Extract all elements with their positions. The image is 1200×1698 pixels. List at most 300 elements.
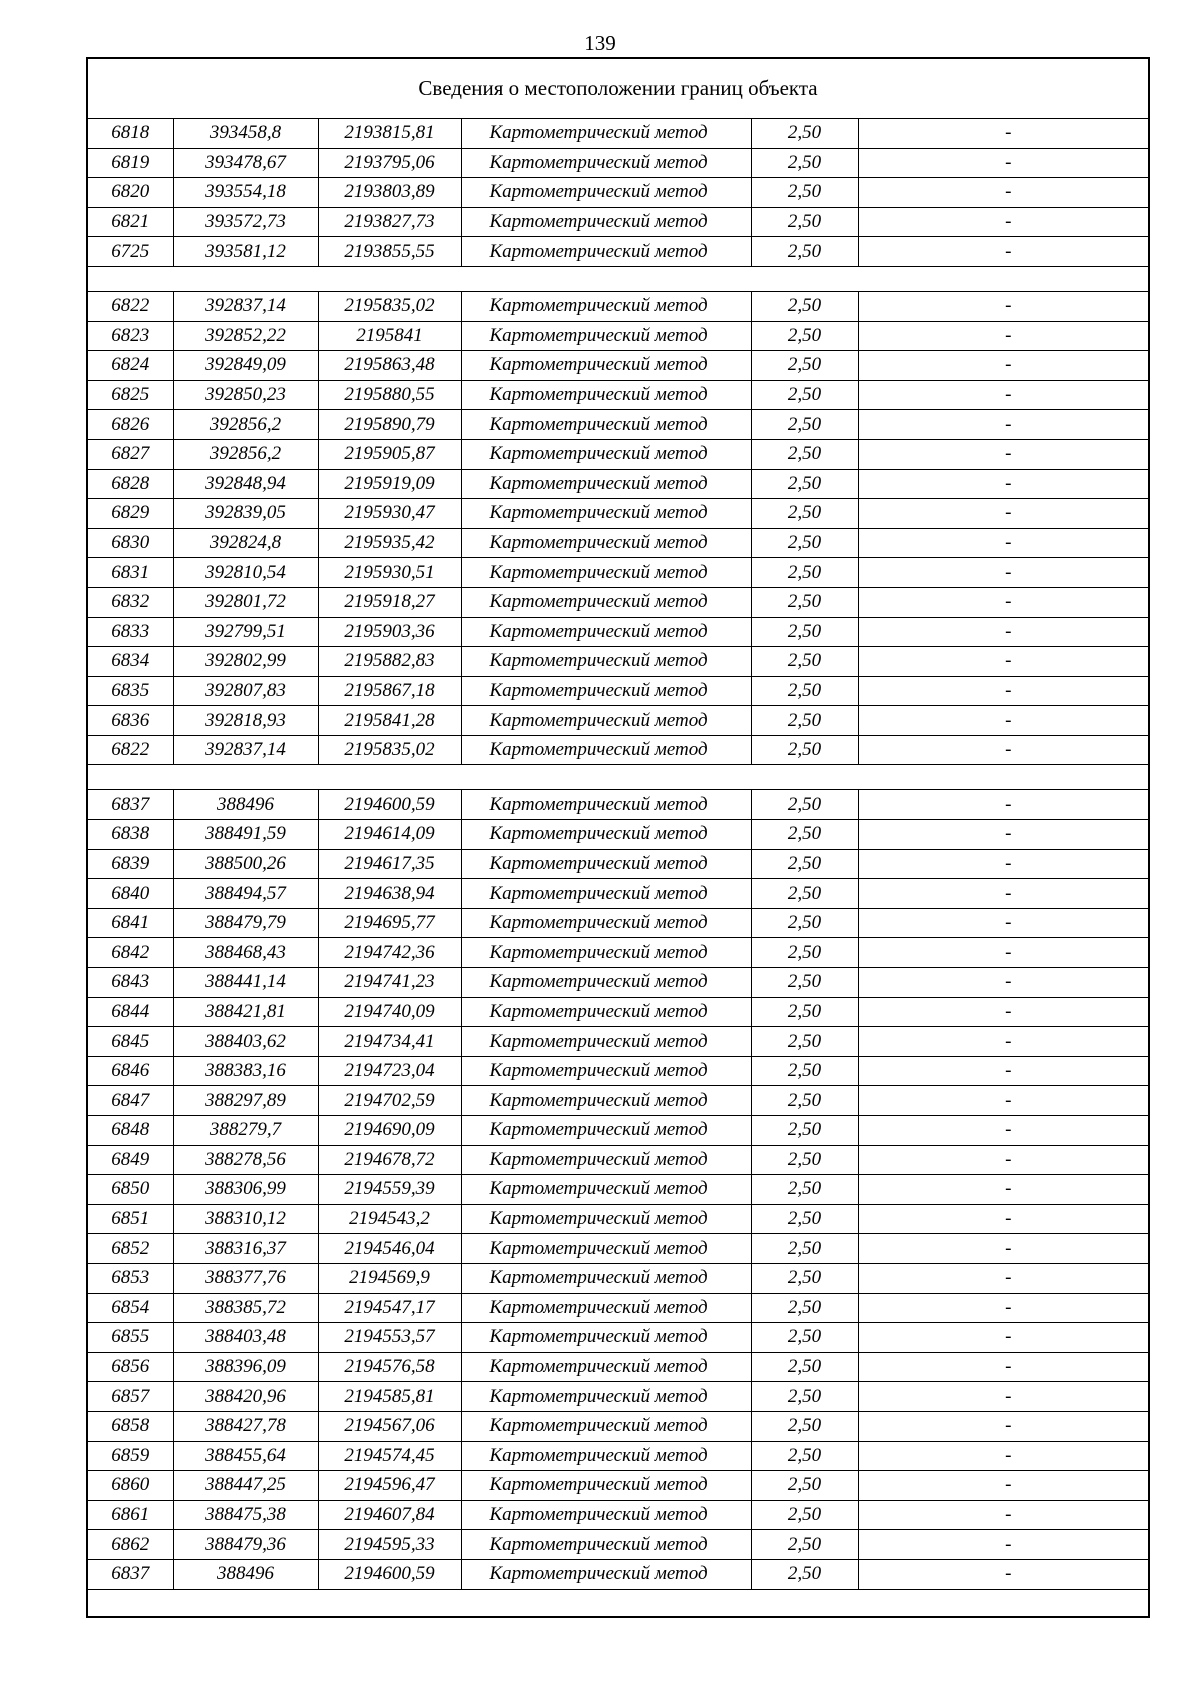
accuracy-cell: 2,50 <box>751 647 858 677</box>
table-row <box>87 1056 1149 1086</box>
method-cell: Картометрический метод <box>461 997 751 1027</box>
x-coordinate-cell: 388479,36 <box>173 1530 318 1560</box>
method-cell: Картометрический метод <box>461 587 751 617</box>
table-row <box>87 499 1149 529</box>
x-coordinate-cell: 388279,7 <box>173 1116 318 1146</box>
method-cell: Картометрический метод <box>461 968 751 998</box>
method-cell: Картометрический метод <box>461 1471 751 1501</box>
y-coordinate-cell: 2194576,58 <box>318 1352 461 1382</box>
table-row <box>87 119 1149 149</box>
table-row <box>87 676 1149 706</box>
method-cell: Картометрический метод <box>461 676 751 706</box>
point-number-cell: 6829 <box>87 499 173 529</box>
description-cell: - <box>858 1382 1149 1412</box>
boundary-coordinates-table <box>86 57 1150 1618</box>
table-row <box>87 178 1149 208</box>
description-cell: - <box>858 1116 1149 1146</box>
x-coordinate-cell: 392801,72 <box>173 587 318 617</box>
point-number-cell: 6859 <box>87 1441 173 1471</box>
method-cell: Картометрический метод <box>461 380 751 410</box>
table-row <box>87 410 1149 440</box>
accuracy-cell: 2,50 <box>751 291 858 321</box>
y-coordinate-cell: 2195935,42 <box>318 528 461 558</box>
method-cell: Картометрический метод <box>461 321 751 351</box>
x-coordinate-cell: 388403,62 <box>173 1027 318 1057</box>
table-row <box>87 528 1149 558</box>
x-coordinate-cell: 388278,56 <box>173 1145 318 1175</box>
accuracy-cell: 2,50 <box>751 1471 858 1501</box>
method-cell: Картометрический метод <box>461 1530 751 1560</box>
point-number-cell: 6832 <box>87 587 173 617</box>
point-number-cell: 6828 <box>87 469 173 499</box>
table-row <box>87 291 1149 321</box>
x-coordinate-cell: 388396,09 <box>173 1352 318 1382</box>
table-row <box>87 1530 1149 1560</box>
accuracy-cell: 2,50 <box>751 1116 858 1146</box>
point-number-cell: 6844 <box>87 997 173 1027</box>
description-cell: - <box>858 119 1149 149</box>
description-cell: - <box>858 558 1149 588</box>
point-number-cell: 6834 <box>87 647 173 677</box>
y-coordinate-cell: 2194690,09 <box>318 1116 461 1146</box>
accuracy-cell: 2,50 <box>751 1175 858 1205</box>
description-cell: - <box>858 1411 1149 1441</box>
description-cell: - <box>858 1234 1149 1264</box>
method-cell: Картометрический метод <box>461 558 751 588</box>
table-row <box>87 1175 1149 1205</box>
description-cell: - <box>858 1559 1149 1589</box>
method-cell: Картометрический метод <box>461 1263 751 1293</box>
description-cell: - <box>858 1471 1149 1501</box>
description-cell: - <box>858 1204 1149 1234</box>
accuracy-cell: 2,50 <box>751 1234 858 1264</box>
point-number-cell: 6827 <box>87 439 173 469</box>
accuracy-cell: 2,50 <box>751 1411 858 1441</box>
table-row <box>87 558 1149 588</box>
description-cell: - <box>858 938 1149 968</box>
description-cell: - <box>858 1352 1149 1382</box>
description-cell: - <box>858 849 1149 879</box>
accuracy-cell: 2,50 <box>751 1056 858 1086</box>
method-cell: Картометрический метод <box>461 528 751 558</box>
accuracy-cell: 2,50 <box>751 439 858 469</box>
table-row <box>87 1145 1149 1175</box>
method-cell: Картометрический метод <box>461 790 751 820</box>
method-cell: Картометрический метод <box>461 617 751 647</box>
accuracy-cell: 2,50 <box>751 1500 858 1530</box>
description-cell: - <box>858 148 1149 178</box>
x-coordinate-cell: 388421,81 <box>173 997 318 1027</box>
method-cell: Картометрический метод <box>461 1234 751 1264</box>
x-coordinate-cell: 388441,14 <box>173 968 318 998</box>
y-coordinate-cell: 2194585,81 <box>318 1382 461 1412</box>
accuracy-cell: 2,50 <box>751 558 858 588</box>
point-number-cell: 6861 <box>87 1500 173 1530</box>
method-cell: Картометрический метод <box>461 938 751 968</box>
description-cell: - <box>858 617 1149 647</box>
method-cell: Картометрический метод <box>461 1293 751 1323</box>
table-row <box>87 617 1149 647</box>
accuracy-cell: 2,50 <box>751 820 858 850</box>
x-coordinate-cell: 388383,16 <box>173 1056 318 1086</box>
table-row <box>87 1204 1149 1234</box>
x-coordinate-cell: 392839,05 <box>173 499 318 529</box>
y-coordinate-cell: 2194600,59 <box>318 1559 461 1589</box>
accuracy-cell: 2,50 <box>751 1204 858 1234</box>
y-coordinate-cell: 2194547,17 <box>318 1293 461 1323</box>
method-cell: Картометрический метод <box>461 1352 751 1382</box>
table-row <box>87 1500 1149 1530</box>
description-cell: - <box>858 1263 1149 1293</box>
y-coordinate-cell: 2194617,35 <box>318 849 461 879</box>
accuracy-cell: 2,50 <box>751 617 858 647</box>
method-cell: Картометрический метод <box>461 1086 751 1116</box>
description-cell: - <box>858 528 1149 558</box>
point-number-cell: 6819 <box>87 148 173 178</box>
table-row <box>87 469 1149 499</box>
table-row <box>87 351 1149 381</box>
table-row <box>87 938 1149 968</box>
point-number-cell: 6838 <box>87 820 173 850</box>
x-coordinate-cell: 388494,57 <box>173 879 318 909</box>
method-cell: Картометрический метод <box>461 735 751 765</box>
method-cell: Картометрический метод <box>461 351 751 381</box>
table-row <box>87 1471 1149 1501</box>
y-coordinate-cell: 2195903,36 <box>318 617 461 647</box>
method-cell: Картометрический метод <box>461 499 751 529</box>
y-coordinate-cell: 2194723,04 <box>318 1056 461 1086</box>
point-number-cell: 6855 <box>87 1323 173 1353</box>
accuracy-cell: 2,50 <box>751 968 858 998</box>
description-cell: - <box>858 380 1149 410</box>
x-coordinate-cell: 393581,12 <box>173 237 318 267</box>
x-coordinate-cell: 393572,73 <box>173 207 318 237</box>
accuracy-cell: 2,50 <box>751 1086 858 1116</box>
method-cell: Картометрический метод <box>461 820 751 850</box>
y-coordinate-cell: 2195863,48 <box>318 351 461 381</box>
description-cell: - <box>858 706 1149 736</box>
method-cell: Картометрический метод <box>461 1056 751 1086</box>
y-coordinate-cell: 2193795,06 <box>318 148 461 178</box>
point-number-cell: 6856 <box>87 1352 173 1382</box>
y-coordinate-cell: 2194559,39 <box>318 1175 461 1205</box>
x-coordinate-cell: 388479,79 <box>173 908 318 938</box>
table-row <box>87 321 1149 351</box>
y-coordinate-cell: 2194740,09 <box>318 997 461 1027</box>
table-row <box>87 1263 1149 1293</box>
point-number-cell: 6860 <box>87 1471 173 1501</box>
y-coordinate-cell: 2195867,18 <box>318 676 461 706</box>
y-coordinate-cell: 2194742,36 <box>318 938 461 968</box>
description-cell: - <box>858 1293 1149 1323</box>
y-coordinate-cell: 2195930,51 <box>318 558 461 588</box>
accuracy-cell: 2,50 <box>751 148 858 178</box>
y-coordinate-cell: 2194543,2 <box>318 1204 461 1234</box>
method-cell: Картометрический метод <box>461 237 751 267</box>
table-row <box>87 1293 1149 1323</box>
page-number: 139 <box>584 31 616 55</box>
point-number-cell: 6835 <box>87 676 173 706</box>
y-coordinate-cell: 2195841,28 <box>318 706 461 736</box>
description-cell: - <box>858 1175 1149 1205</box>
y-coordinate-cell: 2195918,27 <box>318 587 461 617</box>
point-number-cell: 6833 <box>87 617 173 647</box>
point-number-cell: 6852 <box>87 1234 173 1264</box>
y-coordinate-cell: 2193815,81 <box>318 119 461 149</box>
accuracy-cell: 2,50 <box>751 119 858 149</box>
x-coordinate-cell: 388427,78 <box>173 1411 318 1441</box>
point-number-cell: 6849 <box>87 1145 173 1175</box>
x-coordinate-cell: 392824,8 <box>173 528 318 558</box>
x-coordinate-cell: 393554,18 <box>173 178 318 208</box>
description-cell: - <box>858 439 1149 469</box>
method-cell: Картометрический метод <box>461 1204 751 1234</box>
point-number-cell: 6843 <box>87 968 173 998</box>
method-cell: Картометрический метод <box>461 291 751 321</box>
accuracy-cell: 2,50 <box>751 1352 858 1382</box>
group-separator-row <box>87 1589 1149 1617</box>
method-cell: Картометрический метод <box>461 410 751 440</box>
table-row <box>87 1027 1149 1057</box>
x-coordinate-cell: 388475,38 <box>173 1500 318 1530</box>
point-number-cell: 6853 <box>87 1263 173 1293</box>
point-number-cell: 6820 <box>87 178 173 208</box>
description-cell: - <box>858 587 1149 617</box>
accuracy-cell: 2,50 <box>751 499 858 529</box>
table-row <box>87 1323 1149 1353</box>
accuracy-cell: 2,50 <box>751 178 858 208</box>
method-cell: Картометрический метод <box>461 469 751 499</box>
method-cell: Картометрический метод <box>461 706 751 736</box>
point-number-cell: 6826 <box>87 410 173 440</box>
x-coordinate-cell: 392856,2 <box>173 439 318 469</box>
table-row <box>87 439 1149 469</box>
x-coordinate-cell: 393458,8 <box>173 119 318 149</box>
accuracy-cell: 2,50 <box>751 528 858 558</box>
accuracy-cell: 2,50 <box>751 237 858 267</box>
point-number-cell: 6842 <box>87 938 173 968</box>
y-coordinate-cell: 2194638,94 <box>318 879 461 909</box>
table-title: Сведения о местоположении границ объекта <box>87 58 1149 119</box>
x-coordinate-cell: 392799,51 <box>173 617 318 647</box>
x-coordinate-cell: 388496 <box>173 1559 318 1589</box>
x-coordinate-cell: 392850,23 <box>173 380 318 410</box>
accuracy-cell: 2,50 <box>751 1530 858 1560</box>
y-coordinate-cell: 2195890,79 <box>318 410 461 440</box>
accuracy-cell: 2,50 <box>751 351 858 381</box>
point-number-cell: 6846 <box>87 1056 173 1086</box>
description-cell: - <box>858 820 1149 850</box>
point-number-cell: 6857 <box>87 1382 173 1412</box>
table-row <box>87 849 1149 879</box>
table-row <box>87 1234 1149 1264</box>
table-row <box>87 706 1149 736</box>
y-coordinate-cell: 2194695,77 <box>318 908 461 938</box>
x-coordinate-cell: 388403,48 <box>173 1323 318 1353</box>
accuracy-cell: 2,50 <box>751 321 858 351</box>
accuracy-cell: 2,50 <box>751 1323 858 1353</box>
accuracy-cell: 2,50 <box>751 1382 858 1412</box>
method-cell: Картометрический метод <box>461 439 751 469</box>
method-cell: Картометрический метод <box>461 879 751 909</box>
description-cell: - <box>858 237 1149 267</box>
table-row <box>87 820 1149 850</box>
description-cell: - <box>858 676 1149 706</box>
y-coordinate-cell: 2194574,45 <box>318 1441 461 1471</box>
accuracy-cell: 2,50 <box>751 706 858 736</box>
method-cell: Картометрический метод <box>461 1559 751 1589</box>
table-row <box>87 735 1149 765</box>
accuracy-cell: 2,50 <box>751 879 858 909</box>
description-cell: - <box>858 321 1149 351</box>
point-number-cell: 6840 <box>87 879 173 909</box>
description-cell: - <box>858 291 1149 321</box>
description-cell: - <box>858 908 1149 938</box>
method-cell: Картометрический метод <box>461 1411 751 1441</box>
table-row <box>87 1411 1149 1441</box>
description-cell: - <box>858 1530 1149 1560</box>
group-separator <box>87 1589 1149 1617</box>
table-title-row <box>87 58 1149 119</box>
y-coordinate-cell: 2194553,57 <box>318 1323 461 1353</box>
y-coordinate-cell: 2195841 <box>318 321 461 351</box>
accuracy-cell: 2,50 <box>751 1263 858 1293</box>
x-coordinate-cell: 392852,22 <box>173 321 318 351</box>
description-cell: - <box>858 469 1149 499</box>
description-cell: - <box>858 790 1149 820</box>
description-cell: - <box>858 879 1149 909</box>
x-coordinate-cell: 393478,67 <box>173 148 318 178</box>
description-cell: - <box>858 1086 1149 1116</box>
method-cell: Картометрический метод <box>461 1175 751 1205</box>
y-coordinate-cell: 2194567,06 <box>318 1411 461 1441</box>
accuracy-cell: 2,50 <box>751 908 858 938</box>
y-coordinate-cell: 2194702,59 <box>318 1086 461 1116</box>
x-coordinate-cell: 388310,12 <box>173 1204 318 1234</box>
method-cell: Картометрический метод <box>461 1145 751 1175</box>
table-row <box>87 968 1149 998</box>
y-coordinate-cell: 2195880,55 <box>318 380 461 410</box>
method-cell: Картометрический метод <box>461 1382 751 1412</box>
point-number-cell: 6862 <box>87 1530 173 1560</box>
method-cell: Картометрический метод <box>461 119 751 149</box>
y-coordinate-cell: 2194546,04 <box>318 1234 461 1264</box>
description-cell: - <box>858 647 1149 677</box>
point-number-cell: 6836 <box>87 706 173 736</box>
description-cell: - <box>858 1056 1149 1086</box>
point-number-cell: 6821 <box>87 207 173 237</box>
description-cell: - <box>858 997 1149 1027</box>
point-number-cell: 6725 <box>87 237 173 267</box>
accuracy-cell: 2,50 <box>751 997 858 1027</box>
table-row <box>87 380 1149 410</box>
accuracy-cell: 2,50 <box>751 1145 858 1175</box>
x-coordinate-cell: 388306,99 <box>173 1175 318 1205</box>
description-cell: - <box>858 207 1149 237</box>
method-cell: Картометрический метод <box>461 148 751 178</box>
table-row <box>87 587 1149 617</box>
method-cell: Картометрический метод <box>461 1441 751 1471</box>
x-coordinate-cell: 388500,26 <box>173 849 318 879</box>
description-cell: - <box>858 1441 1149 1471</box>
point-number-cell: 6848 <box>87 1116 173 1146</box>
point-number-cell: 6837 <box>87 790 173 820</box>
x-coordinate-cell: 392807,83 <box>173 676 318 706</box>
accuracy-cell: 2,50 <box>751 207 858 237</box>
table-row <box>87 207 1149 237</box>
method-cell: Картометрический метод <box>461 647 751 677</box>
x-coordinate-cell: 392848,94 <box>173 469 318 499</box>
accuracy-cell: 2,50 <box>751 676 858 706</box>
point-number-cell: 6831 <box>87 558 173 588</box>
table-row <box>87 647 1149 677</box>
x-coordinate-cell: 388420,96 <box>173 1382 318 1412</box>
method-cell: Картометрический метод <box>461 908 751 938</box>
y-coordinate-cell: 2194741,23 <box>318 968 461 998</box>
table-row <box>87 790 1149 820</box>
accuracy-cell: 2,50 <box>751 1027 858 1057</box>
point-number-cell: 6851 <box>87 1204 173 1234</box>
method-cell: Картометрический метод <box>461 849 751 879</box>
x-coordinate-cell: 388496 <box>173 790 318 820</box>
table-row <box>87 997 1149 1027</box>
x-coordinate-cell: 392849,09 <box>173 351 318 381</box>
point-number-cell: 6850 <box>87 1175 173 1205</box>
y-coordinate-cell: 2194734,41 <box>318 1027 461 1057</box>
y-coordinate-cell: 2194600,59 <box>318 790 461 820</box>
y-coordinate-cell: 2195835,02 <box>318 291 461 321</box>
y-coordinate-cell: 2195835,02 <box>318 735 461 765</box>
table-row <box>87 1352 1149 1382</box>
y-coordinate-cell: 2194595,33 <box>318 1530 461 1560</box>
description-cell: - <box>858 351 1149 381</box>
group-separator-row <box>87 266 1149 291</box>
table-row <box>87 1382 1149 1412</box>
point-number-cell: 6822 <box>87 291 173 321</box>
point-number-cell: 6845 <box>87 1027 173 1057</box>
y-coordinate-cell: 2194607,84 <box>318 1500 461 1530</box>
point-number-cell: 6823 <box>87 321 173 351</box>
x-coordinate-cell: 388377,76 <box>173 1263 318 1293</box>
y-coordinate-cell: 2194614,09 <box>318 820 461 850</box>
description-cell: - <box>858 410 1149 440</box>
description-cell: - <box>858 1323 1149 1353</box>
table-row <box>87 237 1149 267</box>
description-cell: - <box>858 1027 1149 1057</box>
accuracy-cell: 2,50 <box>751 410 858 440</box>
y-coordinate-cell: 2193803,89 <box>318 178 461 208</box>
accuracy-cell: 2,50 <box>751 1293 858 1323</box>
point-number-cell: 6822 <box>87 735 173 765</box>
y-coordinate-cell: 2193855,55 <box>318 237 461 267</box>
method-cell: Картометрический метод <box>461 207 751 237</box>
accuracy-cell: 2,50 <box>751 587 858 617</box>
x-coordinate-cell: 388468,43 <box>173 938 318 968</box>
y-coordinate-cell: 2194678,72 <box>318 1145 461 1175</box>
table-row <box>87 879 1149 909</box>
x-coordinate-cell: 388297,89 <box>173 1086 318 1116</box>
point-number-cell: 6839 <box>87 849 173 879</box>
x-coordinate-cell: 392837,14 <box>173 291 318 321</box>
y-coordinate-cell: 2195882,83 <box>318 647 461 677</box>
accuracy-cell: 2,50 <box>751 790 858 820</box>
point-number-cell: 6837 <box>87 1559 173 1589</box>
x-coordinate-cell: 392837,14 <box>173 735 318 765</box>
description-cell: - <box>858 735 1149 765</box>
y-coordinate-cell: 2194596,47 <box>318 1471 461 1501</box>
x-coordinate-cell: 388491,59 <box>173 820 318 850</box>
description-cell: - <box>858 178 1149 208</box>
